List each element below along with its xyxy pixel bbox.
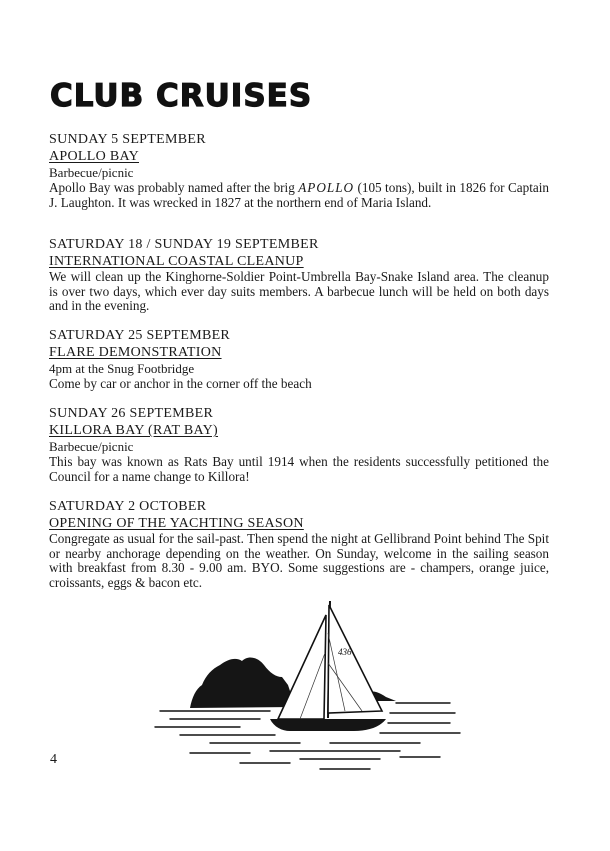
event-name: OPENING OF THE YACHTING SEASON [49, 516, 304, 531]
event-flare-demonstration [49, 327, 549, 392]
event-subtitle: Barbecue/picnic [49, 439, 134, 454]
page-number: 4 [50, 752, 57, 767]
event-date: SATURDAY 18 / SUNDAY 19 SEPTEMBER [49, 237, 319, 252]
event-description: This bay was known as Rats Bay until 1914 when the residents successfully petitioned the Council for a name change to Killora! [49, 454, 549, 484]
event-description: Come by car or anchor in the corner off the beach [49, 376, 312, 391]
sail-number: 436 [338, 647, 352, 657]
event-description [49, 181, 549, 210]
event-subtitle: Barbecue/picnic [49, 165, 134, 180]
mainsail [328, 605, 382, 713]
event-description: We will clean up the Kinghorne-Soldier Point-Umbrella Bay-Snake Island area. The cleanup is over two days, which ever day suits members. A barbecue lunch will be held on both days and in the evening. [49, 269, 549, 313]
description-text: Apollo Bay was probably named after the brig [49, 180, 299, 195]
island-silhouette [190, 658, 296, 708]
ship-name: APOLLO [298, 180, 355, 195]
event-opening-season [49, 498, 549, 590]
event-date: SATURDAY 25 SEPTEMBER [49, 328, 231, 343]
event-name: KILLORA BAY (RAT BAY) [49, 423, 219, 438]
event-name: FLARE DEMONSTRATION [49, 345, 222, 360]
description-text: (105 tons), built in 1826 for Captain J. Laughton. It was wrecked in 1827 at the northern end of Maria Island. [49, 180, 550, 210]
event-coastal-cleanup [49, 236, 549, 314]
event-description: Congregate as usual for the sail-past. Then spend the night at Gellibrand Point behind The Spit or nearby anchorage depending on the weather. On Sunday, welcome in the sailing season with breakfast from 8.30 - 9.00 am. BYO. Some suggestions are - champers, orange juice, croissants, eggs & bacon etc. [49, 531, 549, 590]
event-subtitle: 4pm at the Snug Footbridge [49, 361, 195, 376]
event-date: SUNDAY 26 SEPTEMBER [49, 406, 214, 421]
page-title: CLUB CRUISES [50, 78, 313, 114]
event-name: INTERNATIONAL COASTAL CLEANUP [49, 254, 304, 269]
event-date: SUNDAY 5 SEPTEMBER [49, 132, 206, 147]
hull [270, 719, 386, 731]
event-apollo-bay [49, 131, 549, 210]
event-killora-bay [49, 405, 549, 484]
event-name: APOLLO BAY [49, 149, 139, 164]
event-date: SATURDAY 2 OCTOBER [49, 499, 207, 514]
jib [278, 615, 326, 719]
sailboat-island-icon [150, 593, 470, 793]
